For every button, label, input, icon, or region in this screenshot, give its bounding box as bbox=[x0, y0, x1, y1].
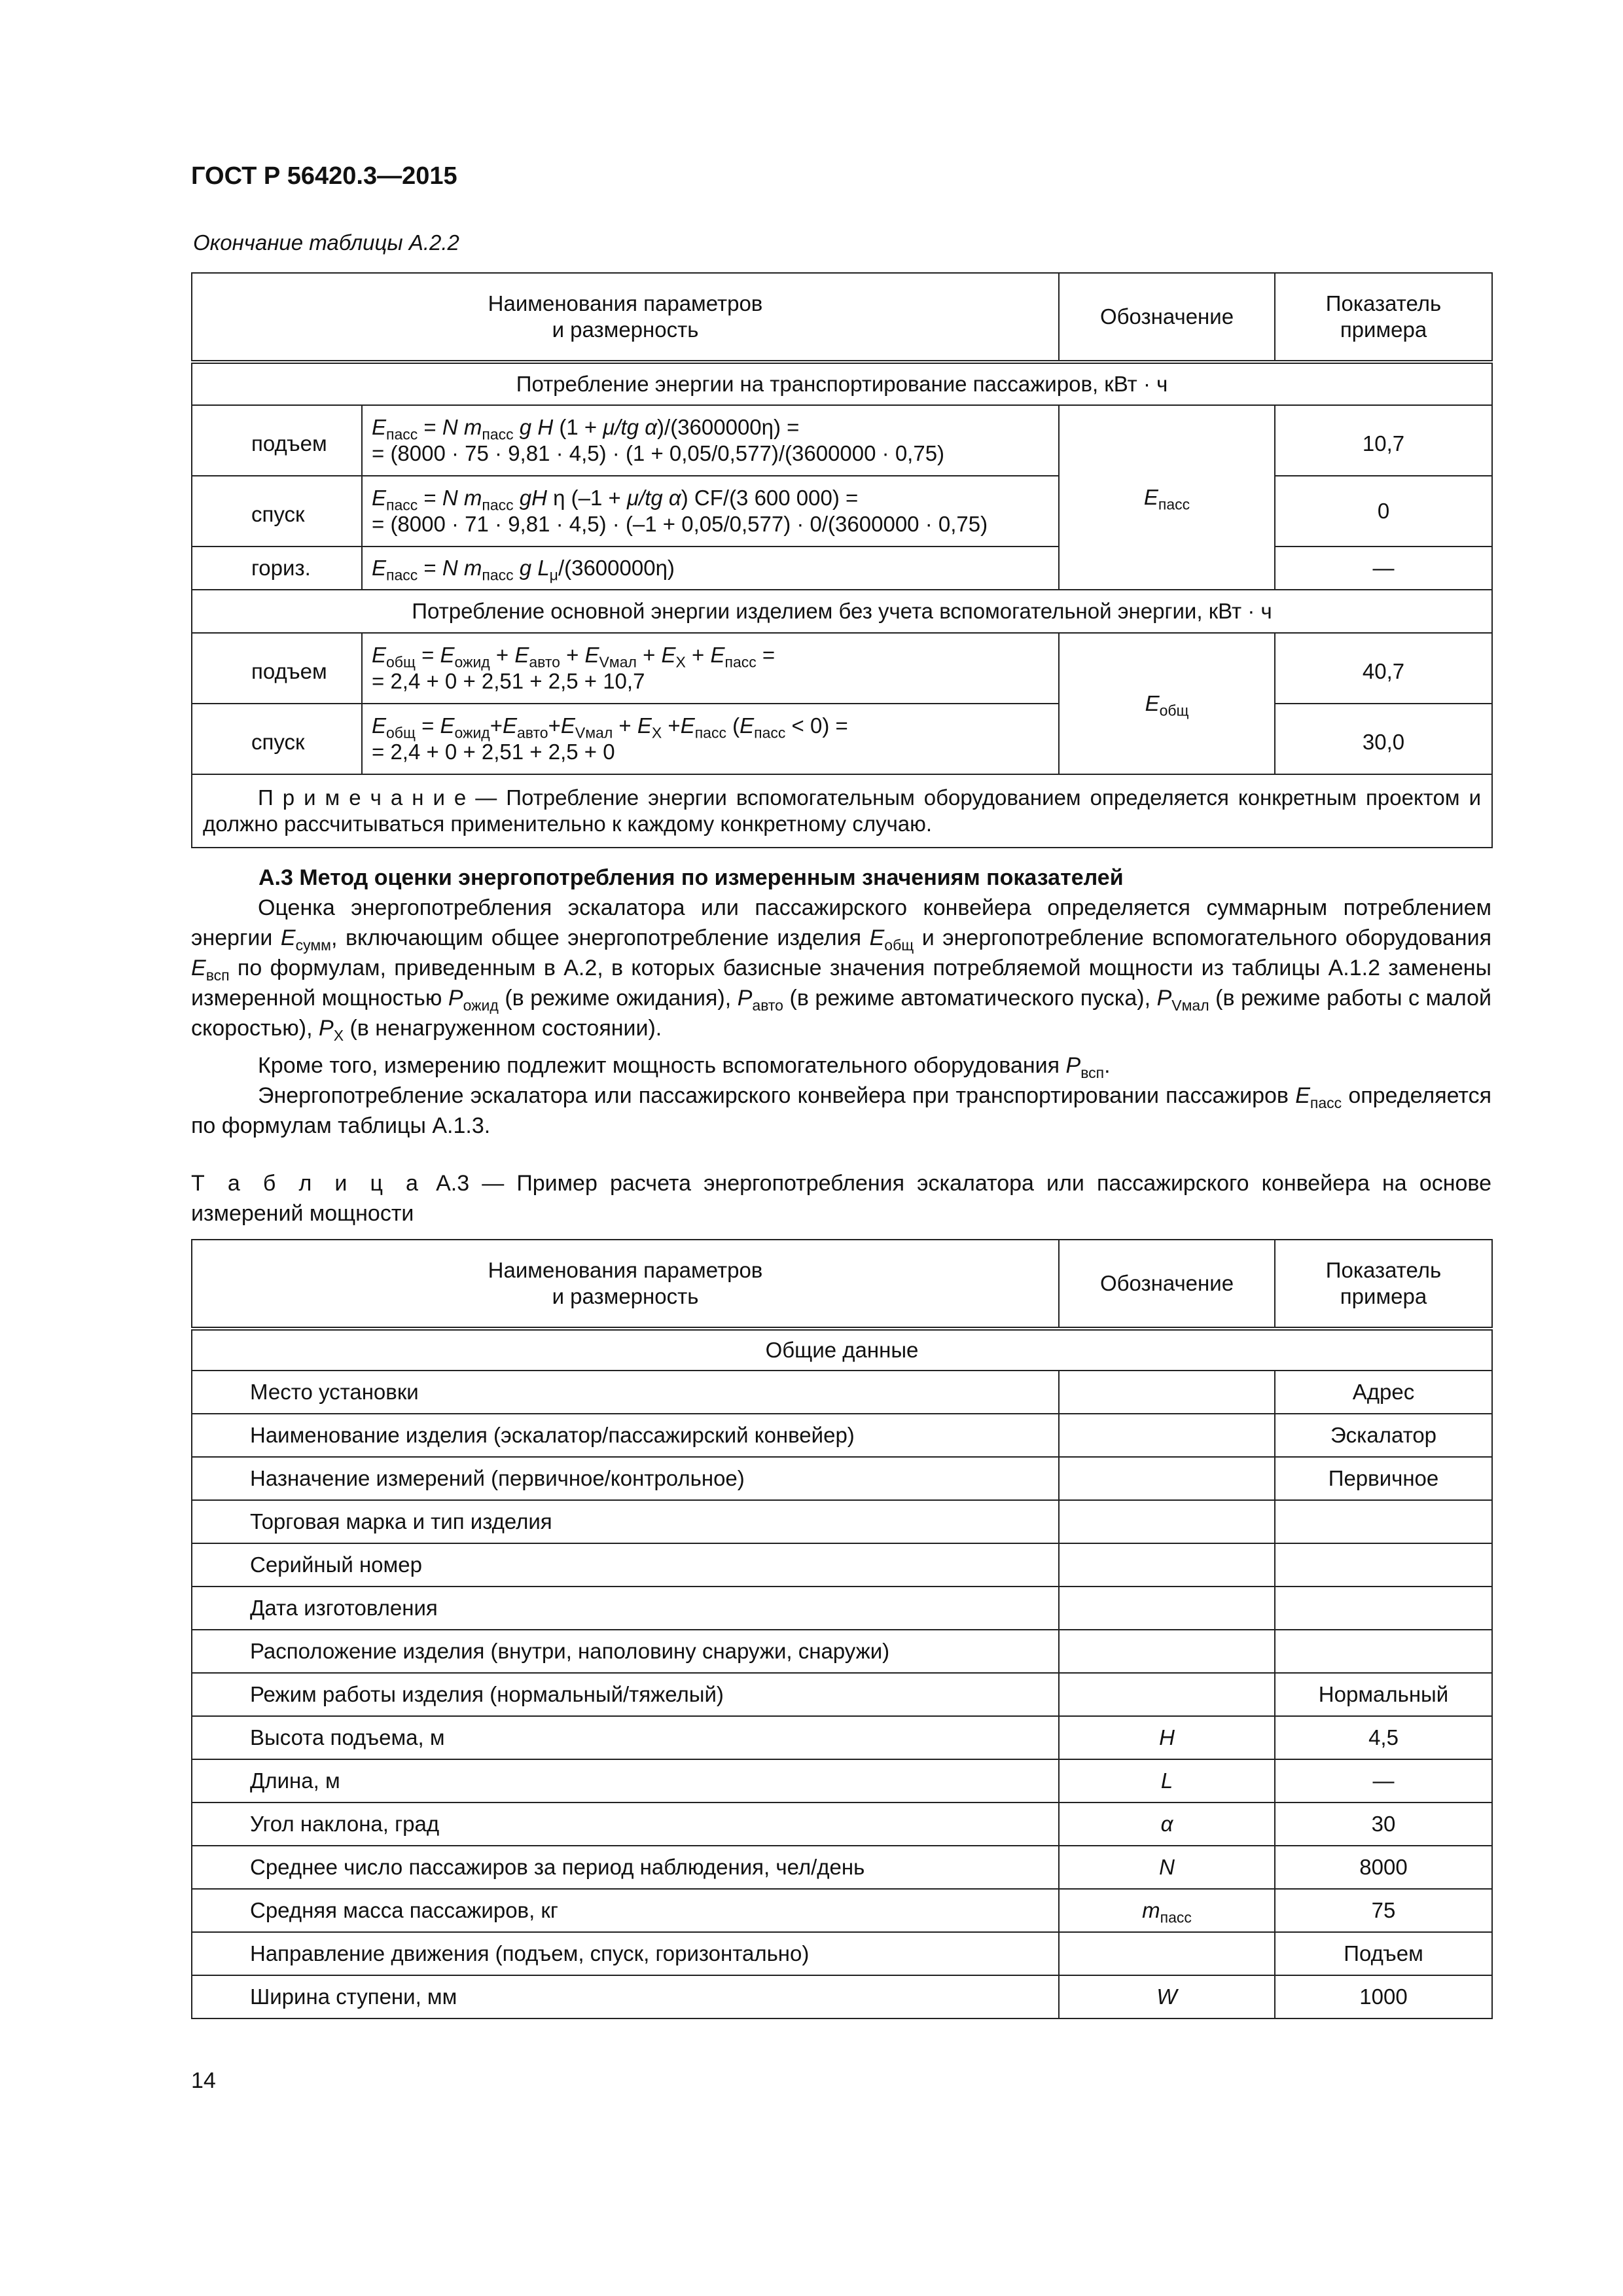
param-symbol bbox=[1059, 1414, 1275, 1457]
param-value: Нормальный bbox=[1275, 1673, 1492, 1716]
param-name: Средняя масса пассажиров, кг bbox=[192, 1889, 1059, 1932]
param-symbol: H bbox=[1059, 1716, 1275, 1759]
param-value: Первичное bbox=[1275, 1457, 1492, 1500]
param-name: Назначение измерений (первичное/контрольное) bbox=[192, 1457, 1059, 1500]
section-title: Потребление основной энергии изделием без учета вспомогательной энергии, кВт · ч bbox=[192, 590, 1492, 633]
section-title: Общие данные bbox=[192, 1329, 1492, 1371]
direction-cell: гориз. bbox=[192, 547, 362, 590]
value-cell: 0 bbox=[1275, 476, 1492, 547]
formula-cell: $E_{общ} = E_{ожид} + E_{авто} + E_{Vмал} + E_X + E_{пасс}$ = = 2,4 + 0 + 2,51 + 2,5 + 10,7 bbox=[362, 633, 1059, 704]
table-row bbox=[192, 1371, 1492, 1414]
param-name: Режим работы изделия (нормальный/тяжелый) bbox=[192, 1673, 1059, 1716]
paragraph-1: Оценка энергопотребления эскалатора или пассажирского конвейера определяется суммарным потреблением энергии $E_{сумм}$, включающим общее энергопотребление изделия $E_{общ}$ и энергопотребление вспомогательного оборудования $E_{всп}$ по формулам, приведенным в А.2, в которых базисные значения потребляемой мощности из таблицы А.1.2 заменены измеренной мощностью $P_{ожид}$ (в режиме ожидания), $P_{авто}$ (в режиме автоматического пуска), $P_{Vмал}$ (в режиме работы с малой скоростью), $P_X$ (в ненагруженном состоянии). bbox=[191, 895, 1491, 1044]
table-a22 bbox=[191, 272, 1493, 848]
param-name: Серийный номер bbox=[192, 1543, 1059, 1587]
note-label: П р и м е ч а н и е bbox=[258, 785, 467, 810]
param-name: Длина, м bbox=[192, 1759, 1059, 1803]
page-number: 14 bbox=[191, 2068, 216, 2093]
param-symbol bbox=[1059, 1371, 1275, 1414]
section-title: Потребление энергии на транспортирование пассажиров, кВт · ч bbox=[192, 362, 1492, 405]
section-heading: А.3 Метод оценки энергопотребления по измеренным значениям показателей bbox=[259, 865, 1124, 890]
param-symbol: α bbox=[1059, 1803, 1275, 1846]
param-symbol: $m_{пасс}$ bbox=[1059, 1889, 1275, 1932]
param-value: 1000 bbox=[1275, 1975, 1492, 2018]
table-row bbox=[192, 1500, 1492, 1543]
table-row bbox=[192, 1759, 1492, 1803]
value-cell: — bbox=[1275, 547, 1492, 590]
symbol-cell: $E_{общ}$ bbox=[1059, 633, 1275, 774]
param-name: Дата изготовления bbox=[192, 1587, 1059, 1630]
col-header-value: Показатель примера bbox=[1275, 1240, 1492, 1329]
formula-cell: $E_{пасс} = N$ $m_{пасс}$ gH η (–1 + μ/tg α) CF/(3 600 000) = = (8000 · 71 · 9,81 · 4,5) · (–1 + 0,05/0,577) · 0/(3600000 · 0,75) bbox=[362, 476, 1059, 547]
table-row bbox=[192, 1803, 1492, 1846]
param-symbol: N bbox=[1059, 1846, 1275, 1889]
param-value bbox=[1275, 1543, 1492, 1587]
param-value bbox=[1275, 1630, 1492, 1673]
table-row bbox=[192, 1630, 1492, 1673]
col-header-name: Наименования параметров и размерность bbox=[192, 273, 1059, 362]
col-header-name: Наименования параметров и размерность bbox=[192, 1240, 1059, 1329]
paragraph-3: Энергопотребление эскалатора или пассажирского конвейера при транспортировании пассажиров $E_{пасс}$ определяется по формулам таблицы А.1.3. bbox=[191, 1083, 1492, 1138]
table-continuation-label: Окончание таблицы А.2.2 bbox=[193, 230, 459, 255]
param-symbol bbox=[1059, 1630, 1275, 1673]
value-cell: 30,0 bbox=[1275, 704, 1492, 774]
formula-cell: $E_{общ} = E_{ожид}+E_{авто}+E_{Vмал} + E_X +E_{пасс}$ $(E_{пасс} < 0)$ = = 2,4 + 0 + 2,51 + 2,5 + 0 bbox=[362, 704, 1059, 774]
table-caption: Т а б л и ц а А.3 — Пример расчета энергопотребления эскалатора или пассажирского конвейера на основе измерений мощности bbox=[191, 1171, 1491, 1226]
param-name: Среднее число пассажиров за период наблюдения, чел/день bbox=[192, 1846, 1059, 1889]
table-row bbox=[192, 1716, 1492, 1759]
param-value bbox=[1275, 1587, 1492, 1630]
table-row bbox=[192, 1975, 1492, 2018]
param-symbol bbox=[1059, 1587, 1275, 1630]
col-header-symbol: Обозначение bbox=[1059, 1240, 1275, 1329]
note-text: — Потребление энергии вспомогательным оборудованием определяется конкретным проектом и должно рассчитываться применительно к каждому конкретному случаю. bbox=[203, 785, 1482, 836]
param-symbol bbox=[1059, 1673, 1275, 1716]
col-header-value: Показатель примера bbox=[1275, 273, 1492, 362]
param-symbol bbox=[1059, 1932, 1275, 1975]
param-value: 4,5 bbox=[1275, 1716, 1492, 1759]
direction-cell: подъем bbox=[192, 633, 362, 704]
param-symbol bbox=[1059, 1457, 1275, 1500]
formula-cell: $E_{пасс} = N$ $m_{пасс}$ g $L_\mu/(3600000\eta)$ bbox=[362, 547, 1059, 590]
value-cell: 10,7 bbox=[1275, 405, 1492, 476]
param-value: 75 bbox=[1275, 1889, 1492, 1932]
param-symbol bbox=[1059, 1500, 1275, 1543]
param-name: Место установки bbox=[192, 1371, 1059, 1414]
param-name: Наименование изделия (эскалатор/пассажирский конвейер) bbox=[192, 1414, 1059, 1457]
param-name: Угол наклона, град bbox=[192, 1803, 1059, 1846]
param-name: Высота подъема, м bbox=[192, 1716, 1059, 1759]
param-name: Расположение изделия (внутри, наполовину снаружи, снаружи) bbox=[192, 1630, 1059, 1673]
table-row bbox=[192, 1889, 1492, 1932]
formula-cell: $E_{пасс} = N$ $m_{пасс}$ g H (1 + μ/tg α)/(3600000η) = = (8000 · 75 · 9,81 · 4,5) · (1 + 0,05/0,577)/(3600000 · 0,75) bbox=[362, 405, 1059, 476]
paragraph-2: Кроме того, измерению подлежит мощность вспомогательного оборудования $P_{всп}$. bbox=[258, 1053, 1111, 1081]
param-value: Подъем bbox=[1275, 1932, 1492, 1975]
param-value: Эскалатор bbox=[1275, 1414, 1492, 1457]
param-name: Торговая марка и тип изделия bbox=[192, 1500, 1059, 1543]
param-value bbox=[1275, 1500, 1492, 1543]
param-value: 30 bbox=[1275, 1803, 1492, 1846]
param-symbol: W bbox=[1059, 1975, 1275, 2018]
param-symbol bbox=[1059, 1543, 1275, 1587]
table-row bbox=[192, 1543, 1492, 1587]
table-row bbox=[192, 1846, 1492, 1889]
table-note bbox=[192, 774, 1492, 848]
value-cell: 40,7 bbox=[1275, 633, 1492, 704]
table-row bbox=[192, 1673, 1492, 1716]
symbol-cell: $E_{пасс}$ bbox=[1059, 405, 1275, 590]
param-value: Адрес bbox=[1275, 1371, 1492, 1414]
param-value: — bbox=[1275, 1759, 1492, 1803]
direction-cell: спуск bbox=[192, 704, 362, 774]
param-value: 8000 bbox=[1275, 1846, 1492, 1889]
direction-cell: спуск bbox=[192, 476, 362, 547]
param-name: Ширина ступени, мм bbox=[192, 1975, 1059, 2018]
table-row bbox=[192, 1414, 1492, 1457]
document-code: ГОСТ Р 56420.3—2015 bbox=[191, 162, 457, 190]
direction-cell: подъем bbox=[192, 405, 362, 476]
param-name: Направление движения (подъем, спуск, горизонтально) bbox=[192, 1932, 1059, 1975]
table-row bbox=[192, 1457, 1492, 1500]
table-a3 bbox=[191, 1239, 1493, 2019]
table-row bbox=[192, 1587, 1492, 1630]
param-symbol: L bbox=[1059, 1759, 1275, 1803]
col-header-symbol: Обозначение bbox=[1059, 273, 1275, 362]
table-row bbox=[192, 1932, 1492, 1975]
